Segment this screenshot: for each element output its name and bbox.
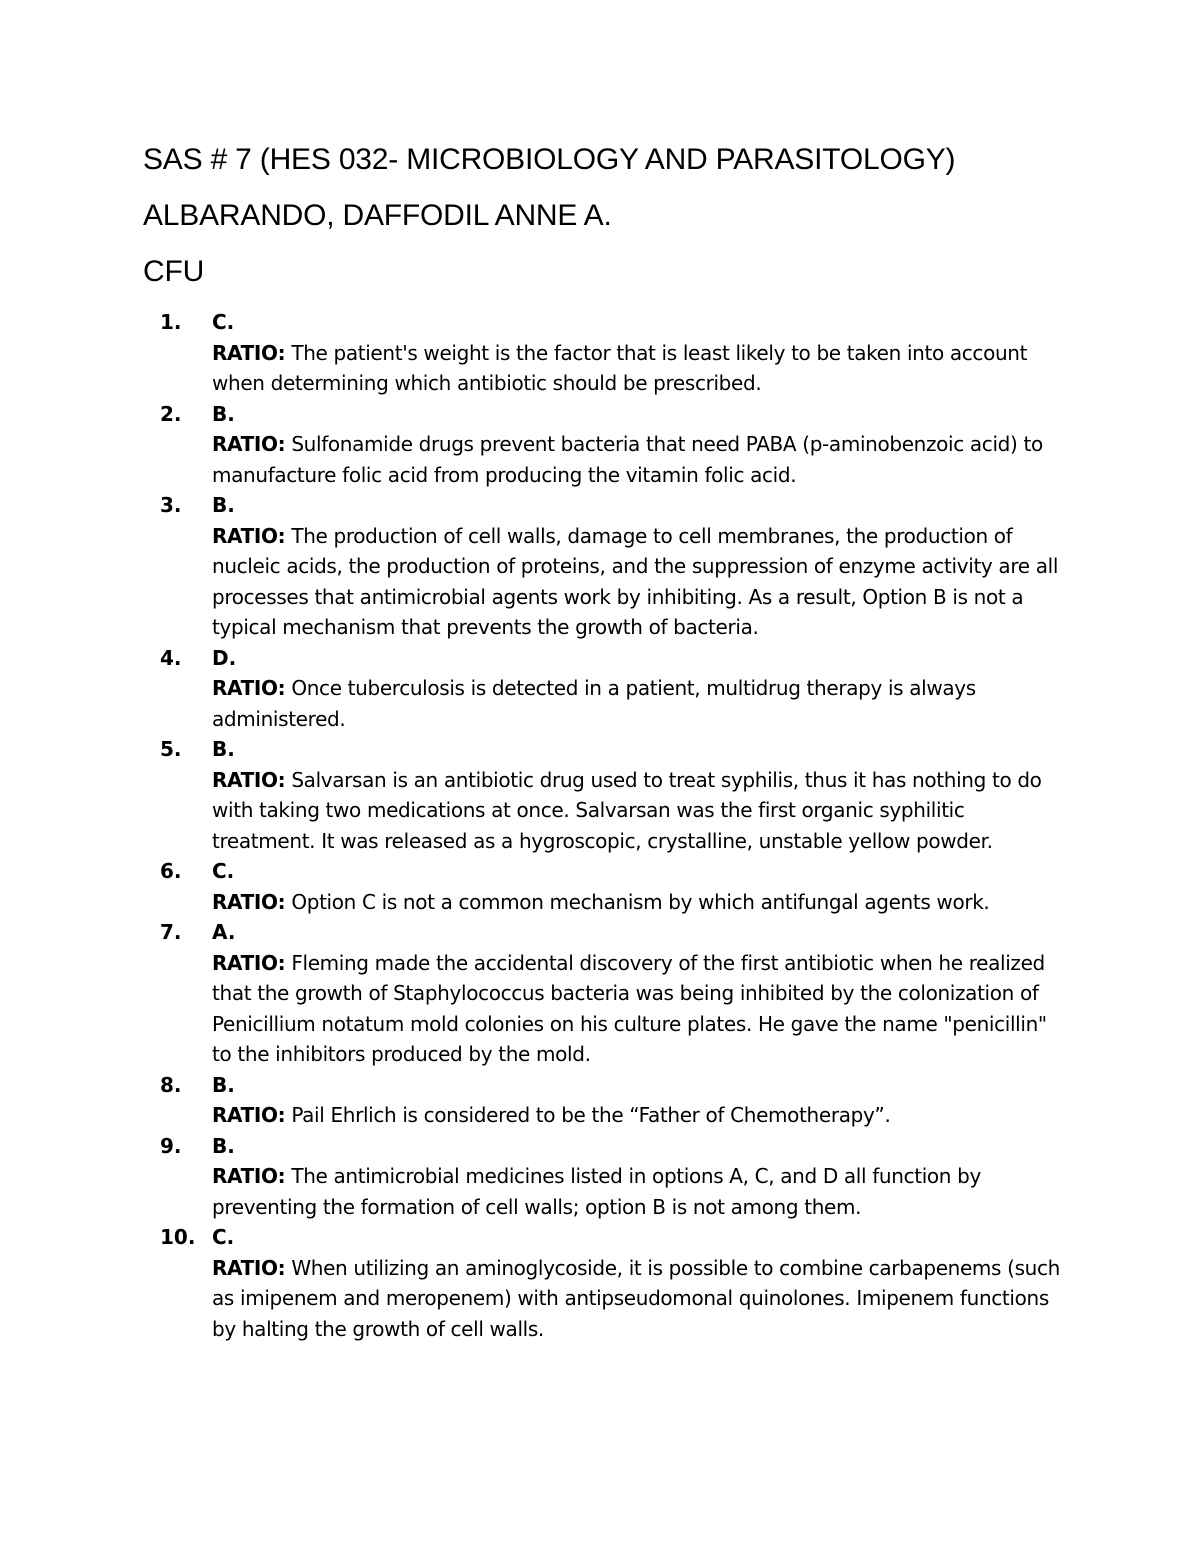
answer-rationale [212,1161,1060,1222]
answer-rationale [212,887,1060,918]
ratio-label: RATIO: [212,1255,286,1280]
answer-choice: B. [212,737,235,761]
answer-rationale [212,338,1060,399]
ratio-text: The patient's weight is the factor that is least likely to be taken into account when determining which antibiotic should be prescribed. [212,340,1028,395]
answer-number: 9. [160,1133,182,1158]
answer-number: 4. [160,645,182,670]
answer-number: 6. [160,859,182,883]
answer-choice: B. [212,1072,235,1097]
answer-item [160,399,1060,491]
answer-item [160,1070,1060,1131]
answer-item [160,1222,1060,1344]
ratio-text: Pail Ehrlich is considered to be the “Father of Chemotherapy”. [291,1103,891,1127]
answer-choice: B. [212,493,235,517]
answer-number: 7. [160,920,182,944]
answer-choice: B. [212,401,235,426]
ratio-label: RATIO: [212,1103,286,1127]
ratio-text: Salvarsan is an antibiotic drug used to treat syphilis, thus it has nothing to do with taking two medications at once. Salvarsan was the first organic syphilitic treatment. It was released as a hygroscopic, crystalline, unstable yellow powder. [212,767,1042,853]
answer-choice: C. [212,310,235,334]
answer-rationale [212,765,1060,857]
answer-number: 2. [160,401,182,426]
answer-rationale [212,1100,1060,1131]
ratio-text: When utilizing an aminoglycoside, it is possible to combine carbapenems (such as imipenem and meropenem) with antipseudomonal quinolones. Imipenem functions by halting the growth of cell walls. [212,1255,1060,1341]
ratio-text: Fleming made the accidental discovery of the first antibiotic when he realized that the growth of Staphylococcus bacteria was being inhibited by the colonization of Penicillium notatum mold colonies on his culture plates. He gave the name "penicillin" to the inhibitors produced by the mold. [212,950,1047,1066]
answer-rationale [212,521,1060,643]
ratio-label: RATIO: [212,676,286,700]
answer-number: 8. [160,1072,182,1097]
ratio-text: Once tuberculosis is detected in a patient, multidrug therapy is always administered. [212,676,976,731]
section-heading: CFU [143,255,205,288]
answer-list [160,307,1060,1344]
answer-rationale [212,1253,1060,1345]
answer-item [160,917,1060,1070]
answer-item [160,643,1060,735]
ratio-label: RATIO: [212,1164,286,1188]
answer-item [160,1131,1060,1223]
ratio-text: Option C is not a common mechanism by which antifungal agents work. [291,889,990,914]
document-title: SAS # 7 (HES 032- MICROBIOLOGY AND PARASITOLOGY) [143,143,956,176]
answer-choice: B. [212,1133,235,1158]
answer-item [160,307,1060,399]
answer-item [160,490,1060,643]
ratio-text: Sulfonamide drugs prevent bacteria that need PABA (p-aminobenzoic acid) to manufacture folic acid from producing the vitamin folic acid. [212,432,1043,487]
answer-choice: C. [212,1225,235,1249]
answer-number: 5. [160,737,182,761]
ratio-label: RATIO: [212,767,286,792]
answer-number: 10. [160,1225,196,1249]
answer-choice: A. [212,920,236,944]
student-name: ALBARANDO, DAFFODIL ANNE A. [143,199,612,232]
answer-number: 3. [160,493,182,517]
answer-rationale [212,429,1060,490]
ratio-text: The antimicrobial medicines listed in options A, C, and D all function by preventing the formation of cell walls; option B is not among them. [212,1164,981,1219]
answer-item [160,856,1060,917]
answer-choice: C. [212,859,235,883]
ratio-label: RATIO: [212,889,286,914]
ratio-text: The production of cell walls, damage to cell membranes, the production of nucleic acids, the production of proteins, and the suppression of enzyme activity are all processes that antimicrobial agents work by inhibiting. As a result, Option B is not a typical mechanism that prevents the growth of bacteria. [212,523,1059,639]
ratio-label: RATIO: [212,432,286,456]
answer-rationale [212,948,1060,1070]
answer-choice: D. [212,645,237,670]
ratio-label: RATIO: [212,950,286,975]
answer-number: 1. [160,310,182,334]
ratio-label: RATIO: [212,340,286,365]
ratio-label: RATIO: [212,523,286,548]
answer-rationale [212,673,1060,734]
answer-item [160,734,1060,856]
